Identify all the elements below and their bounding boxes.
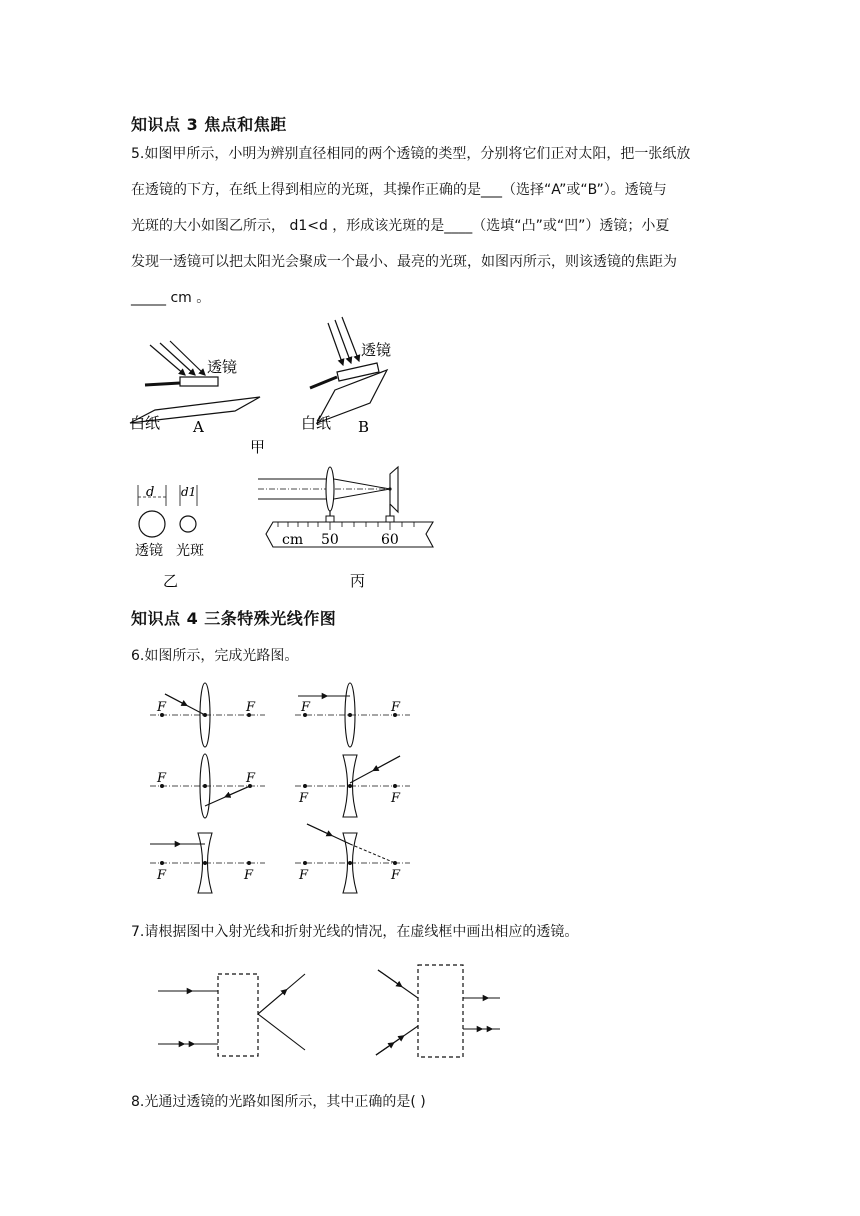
svg-text:F: F xyxy=(391,868,401,883)
spot-circle xyxy=(180,516,196,532)
question-5-text xyxy=(131,136,751,316)
lens-label-a: 透镜 xyxy=(207,358,238,376)
dashed-box-right xyxy=(418,965,463,1057)
svg-text:F: F xyxy=(246,700,256,715)
spot-caption-label: 光斑 xyxy=(176,543,204,559)
setup-a xyxy=(130,341,260,436)
ruler-unit-label: cm xyxy=(282,532,304,548)
paper-label-a: 白纸 xyxy=(130,414,161,432)
section-3-heading: 知识点 3 焦点和焦距 xyxy=(131,115,287,134)
figure-yi xyxy=(130,482,220,594)
figure-yi-caption: 乙 xyxy=(163,572,179,590)
diameter-d1-label: d1 xyxy=(181,485,197,499)
lens-rect-b xyxy=(337,363,379,381)
lens-rect-a xyxy=(180,377,218,386)
svg-text:F: F xyxy=(299,791,309,806)
figure-jia xyxy=(125,315,415,460)
setup-b xyxy=(301,317,391,436)
svg-text:F: F xyxy=(391,791,401,806)
question-7-text: 7.请根据图中入射光线和折射光线的情况，在虚线框中画出相应的透镜。 xyxy=(131,924,579,940)
ruler-tick-50: 50 xyxy=(321,532,339,548)
option-a-label: A xyxy=(193,418,204,436)
diagram-6 xyxy=(298,824,401,893)
q5-line-2: 在透镜的下方，在纸上得到相应的光斑，其操作正确的是___（选择“A”或“B”）。透镜与 xyxy=(131,182,667,198)
figure-q6 xyxy=(145,678,420,896)
ruler-tick-60: 60 xyxy=(381,532,399,548)
lens-label-b: 透镜 xyxy=(361,341,392,359)
svg-text:F: F xyxy=(244,868,254,883)
q7-left-setup xyxy=(158,974,305,1056)
q5-line-5: _____ cm 。 xyxy=(131,290,211,306)
figure-bing-caption: 丙 xyxy=(350,572,366,590)
convex-lens xyxy=(326,467,334,511)
q7-right-setup xyxy=(376,965,500,1057)
lens-caption-label: 透镜 xyxy=(135,543,163,559)
svg-text:F: F xyxy=(391,700,401,715)
figure-jia-caption: 甲 xyxy=(250,438,266,456)
section-4-heading: 知识点 4 三条特殊光线作图 xyxy=(131,609,337,628)
dashed-box-left xyxy=(218,974,258,1056)
option-b-label: B xyxy=(358,418,370,436)
holder-a xyxy=(145,383,180,385)
svg-text:F: F xyxy=(299,868,309,883)
paper-label-b: 白纸 xyxy=(301,414,332,432)
diameter-d-label: d xyxy=(146,485,155,500)
svg-text:F: F xyxy=(157,700,167,715)
svg-text:F: F xyxy=(157,771,167,786)
q5-line-1: 5.如图甲所示，小明为辨别直径相同的两个透镜的类型，分别将它们正对太阳，把一张纸放 xyxy=(131,146,691,162)
svg-text:F: F xyxy=(157,868,167,883)
figure-bing xyxy=(258,462,438,592)
question-6-text: 6.如图所示，完成光路图。 xyxy=(131,648,299,664)
question-8-text: 8.光通过透镜的光路如图所示，其中正确的是( ) xyxy=(131,1094,426,1110)
svg-text:F: F xyxy=(301,700,311,715)
figure-q7 xyxy=(150,958,510,1063)
svg-text:F: F xyxy=(246,771,256,786)
q5-line-4: 发现一透镜可以把太阳光会聚成一个最小、最亮的光斑，如图丙所示，则该透镜的焦距为 xyxy=(131,254,677,270)
q5-line-3: 光斑的大小如图乙所示， d1<d ，形成该光斑的是____（选填“凸”或“凹”）透镜；小夏 xyxy=(131,218,670,234)
holder-b xyxy=(310,377,337,388)
lens-circle xyxy=(139,511,165,537)
